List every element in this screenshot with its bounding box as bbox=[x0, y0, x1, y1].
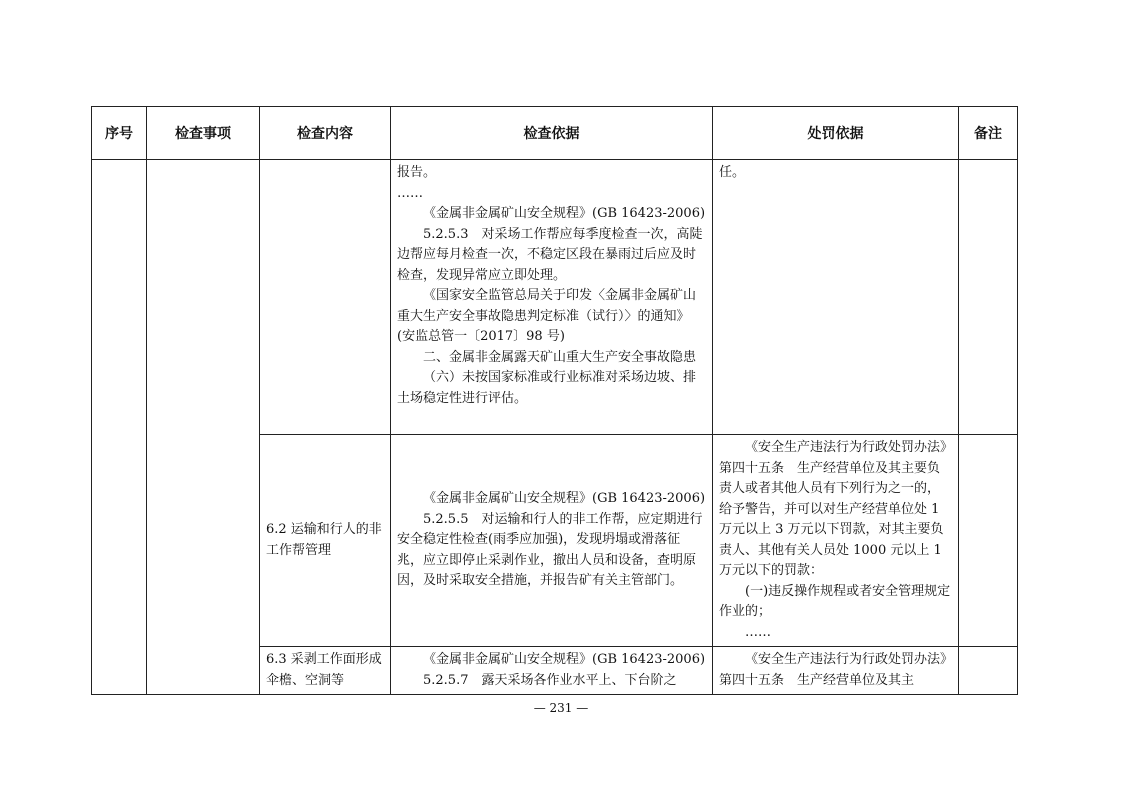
content-text: 6.2 运输和行人的非工作帮管理 bbox=[266, 522, 382, 558]
header-penalty: 处罚依据 bbox=[713, 107, 959, 160]
basis-text: 二、金属非金属露天矿山重大生产安全事故隐患 bbox=[423, 349, 697, 365]
ellipsis: …… bbox=[397, 185, 423, 201]
basis-text: 5.2.5.7 露天采场各作业水平上、下台阶之 bbox=[423, 672, 677, 688]
basis-cell bbox=[391, 435, 713, 647]
serial-cell bbox=[92, 160, 147, 695]
penalty-text: 《安全生产违法行为行政处罚办法》第四十五条 生产经营单位及其主要负责人或者其他人员有下列行为之一的，给予警告，并可以对生产经营单位处 1 万元以上 3 万元以下罚款，对其主要负责人、其他有关人员处 1000 元以上 1 万元以下的罚款： bbox=[719, 440, 947, 578]
basis-cell bbox=[391, 160, 713, 435]
item-cell bbox=[147, 160, 260, 695]
content-cell bbox=[260, 647, 391, 695]
ellipsis: …… bbox=[745, 624, 771, 640]
content-text: 6.3 采剥工作面形成伞檐、空洞等 bbox=[266, 652, 382, 688]
penalty-text: 《安全生产违法行为行政处罚办法》第四十五条 生产经营单位及其主 bbox=[719, 652, 947, 688]
header-content: 检查内容 bbox=[260, 107, 391, 160]
penalty-cell bbox=[713, 160, 959, 435]
remarks-cell bbox=[959, 435, 1018, 647]
basis-text: 《金属非金属矿山安全规程》(GB 16423-2006) bbox=[423, 652, 706, 667]
table-row bbox=[92, 160, 1018, 435]
inspection-table bbox=[91, 106, 1018, 695]
content-cell bbox=[260, 435, 391, 647]
penalty-cell bbox=[713, 435, 959, 647]
header-basis: 检查依据 bbox=[391, 107, 713, 160]
header-remarks: 备注 bbox=[959, 107, 1018, 160]
penalty-cell bbox=[713, 647, 959, 695]
table-header-row bbox=[92, 107, 1018, 160]
penalty-text: (一)违反操作规程或者安全管理规定作业的； bbox=[719, 583, 951, 619]
page-number: — 231 — bbox=[533, 701, 589, 715]
header-serial: 序号 bbox=[92, 107, 147, 160]
basis-cell bbox=[391, 647, 713, 695]
content-cell bbox=[260, 160, 391, 435]
remarks-cell bbox=[959, 160, 1018, 435]
penalty-text: 任。 bbox=[719, 165, 746, 180]
remarks-cell bbox=[959, 647, 1018, 695]
basis-text: 《国家安全监管总局关于印发〈金属非金属矿山重大生产安全事故隐患判定标准（试行）〉的通知》(安监总管一〔2017〕98 号) bbox=[397, 288, 697, 344]
basis-text: 5.2.5.3 对采场工作帮应每季度检查一次，高陡边帮应每月检查一次，不稳定区段在暴雨过后应及时检查，发现异常应立即处理。 bbox=[397, 226, 703, 283]
basis-text: 报告。 bbox=[397, 165, 437, 180]
basis-text: 5.2.5.5 对运输和行人的非工作帮，应定期进行安全稳定性检查(雨季应加强)，发现坍塌或滑落征兆，应立即停止采剥作业，撤出人员和设备，查明原因，及时采取安全措施，并报告矿有关主管部门。 bbox=[397, 511, 703, 589]
header-item: 检查事项 bbox=[147, 107, 260, 160]
basis-text: 《金属非金属矿山安全规程》(GB 16423-2006) bbox=[423, 491, 706, 507]
basis-text: （六）未按国家标准或行业标准对采场边坡、排土场稳定性进行评估。 bbox=[397, 370, 697, 406]
basis-text: 《金属非金属矿山安全规程》(GB 16423-2006) bbox=[423, 206, 706, 221]
